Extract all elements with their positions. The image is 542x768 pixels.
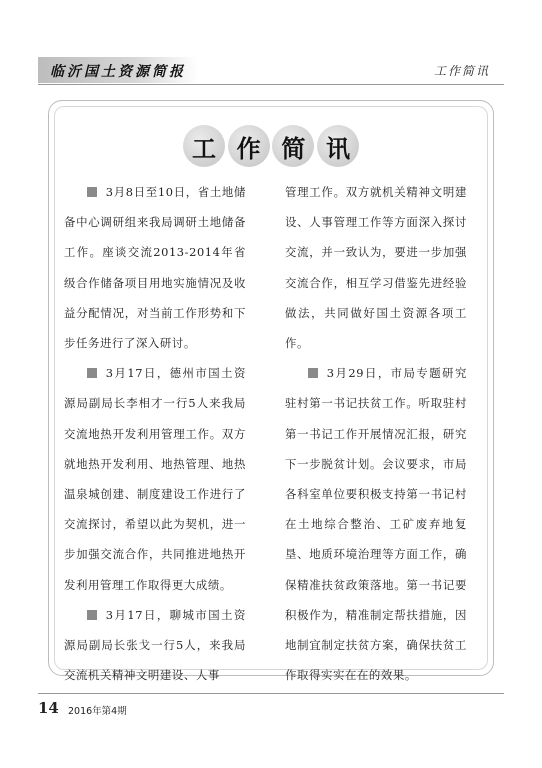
bullet-square-icon [87, 368, 97, 378]
title-char: 简 [272, 125, 314, 167]
section-title [183, 125, 359, 169]
bullet-square-icon [87, 187, 97, 197]
bullet-square-icon [308, 368, 318, 378]
news-item [285, 358, 467, 690]
news-item [64, 177, 246, 358]
bullet-square-icon [87, 610, 97, 620]
publication-name: 临沂国土资源简报 [50, 64, 186, 80]
news-item-text: 3月17日，德州市国土资源局副局长李相才一行5人来我局交流地热开发利用管理工作。双方就地热开发利用、地热管理、地热温泉城创建、制度建设工作进行了交流探讨，希望以此为契机，进一步加强交流合作，共同推进地热开发利用管理工作取得更大成绩。 [64, 366, 246, 592]
title-char: 作 [228, 125, 270, 167]
left-column [64, 177, 246, 690]
title-char: 讯 [317, 125, 359, 167]
publication-banner [38, 57, 198, 83]
issue-label: 2016年第4期 [68, 706, 127, 717]
page-header [38, 57, 504, 85]
news-item [64, 358, 246, 600]
news-item-text: 3月8日至10日，省土地储备中心调研组来我局调研土地储备工作。座谈交流2013-2014年省级合作储备项目用地实施情况及收益分配情况，对当前工作形势和下步任务进行了深入研讨。 [64, 185, 246, 351]
page-number: 14 [38, 699, 59, 717]
footer-divider [38, 693, 504, 694]
news-item [64, 600, 246, 691]
news-item-text: 3月17日，聊城市国土资源局副局长张戈一行5人，来我局交流机关精神文明建设、人事 [64, 607, 246, 683]
news-item-text: 3月29日，市局专题研究驻村第一书记扶贫工作。听取驻村第一书记工作开展情况汇报，研究下一步脱贫计划。会议要求，市局各科室单位要积极支持第一书记村在土地综合整治、工矿废弃地复垦、地质环境治理等方面工作，确保精准扶贫政策落地。第一书记要积极作为，精准制定帮扶措施，因地制宜制定扶贫方案，确保扶贫工作取得实实在在的效果。 [285, 366, 467, 683]
right-column [285, 177, 467, 690]
title-char: 工 [183, 125, 225, 167]
news-item-text: 管理工作。双方就机关精神文明建设、人事管理工作等方面深入探讨交流，并一致认为，要进一步加强交流合作，相互学习借鉴先进经验做法，共同做好国土资源各项工作。 [285, 185, 467, 351]
news-item-continued [285, 177, 467, 358]
section-name: 工作简讯 [433, 64, 490, 78]
header-divider [38, 84, 504, 85]
